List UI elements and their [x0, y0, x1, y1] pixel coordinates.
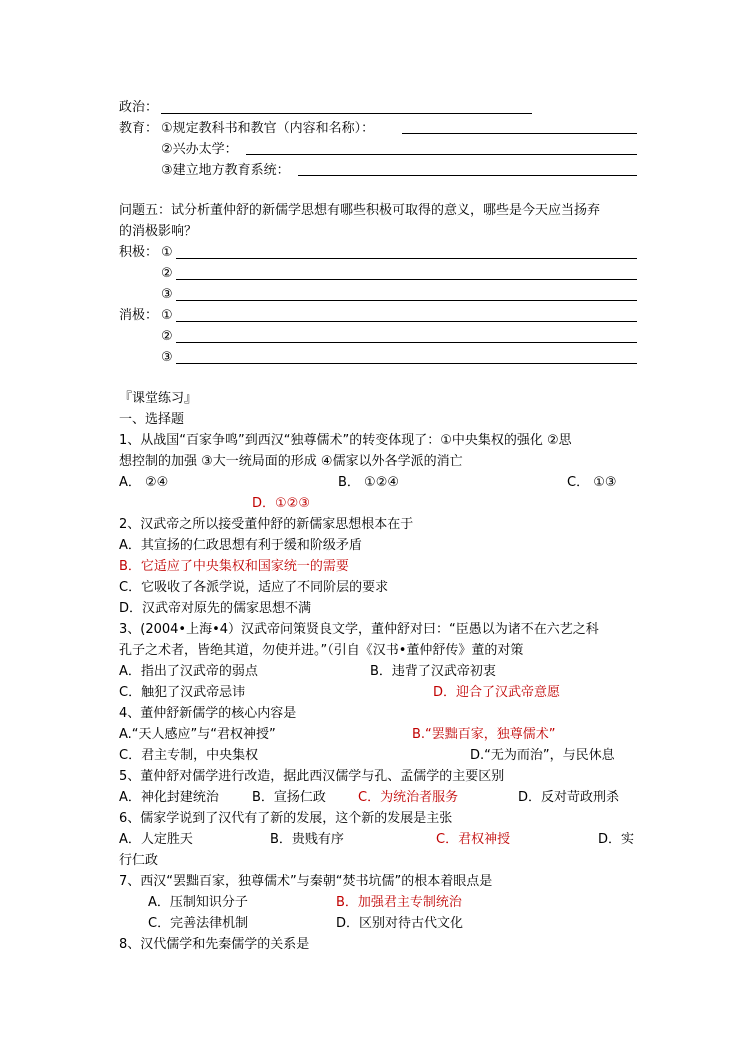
- education-item-2: ②兴办太学：: [161, 142, 238, 157]
- q4-option-c: C．君主专制，中央集权: [119, 748, 259, 763]
- q6-option-a: A．人定胜天: [119, 832, 193, 847]
- q6-option-d: D．实: [598, 832, 635, 847]
- q4-option-b: B.“罢黜百家，独尊儒术”: [412, 727, 556, 742]
- positive-number-2: ②: [161, 266, 173, 281]
- q1-option-c: C． ①③: [567, 475, 617, 490]
- q1-stem-line-1: 1、从战国“百家争鸣”到西汉“独尊儒术”的转变体现了：①中央集权的强化 ②思: [119, 433, 572, 448]
- q6-option-d-continued: 行仁政: [119, 853, 159, 868]
- q7-option-c: C．完善法律机制: [148, 916, 249, 931]
- q6-option-b: B．贵贱有序: [270, 832, 344, 847]
- positive-blank-3: [176, 300, 637, 301]
- education-item-3-blank: [298, 175, 637, 176]
- negative-label: 消极：: [119, 308, 159, 323]
- positive-label: 积极：: [119, 245, 159, 260]
- q7-option-b: B．加强君主专制统治: [336, 895, 462, 910]
- q5-option-b: B．宣扬仁政: [252, 790, 326, 805]
- q1-option-b: B． ①②④: [338, 475, 400, 490]
- q3-option-c: C．触犯了汉武帝忌讳: [119, 685, 246, 700]
- question-5-line-2: 的消极影响？: [119, 224, 198, 239]
- q7-option-d: D．区别对待古代文化: [336, 916, 464, 931]
- q3-option-a: A．指出了汉武帝的弱点: [119, 664, 258, 679]
- education-item-3: ③建立地方教育系统：: [161, 163, 290, 178]
- education-item-1: ①规定教科书和教官（内容和名称）：: [161, 121, 375, 136]
- q5-stem: 5、董仲舒对儒学进行改造，据此西汉儒学与孔、孟儒学的主要区别: [119, 769, 505, 784]
- negative-blank-1: [176, 321, 637, 322]
- section-title: 『课堂练习』: [119, 391, 198, 406]
- q3-stem-line-2: 孔子之术者，皆绝其道，勿使并进。”（引自《汉书•董仲舒传》董的对策: [119, 643, 524, 658]
- q1-stem-line-2: 想控制的加强 ③大一统局面的形成 ④儒家以外各学派的消亡: [119, 454, 463, 469]
- politics-blank: [161, 113, 532, 114]
- q4-stem: 4、董仲舒新儒学的核心内容是: [119, 706, 297, 721]
- politics-label: 政治：: [119, 100, 159, 115]
- negative-number-3: ③: [161, 350, 173, 365]
- part-title: 一、选择题: [119, 412, 185, 427]
- q7-stem: 7、西汉“罢黜百家，独尊儒术”与秦朝“焚书坑儒”的根本着眼点是: [119, 874, 493, 889]
- education-label: 教育：: [119, 121, 159, 136]
- education-item-2-blank: [246, 154, 637, 155]
- q2-option-d: D．汉武帝对原先的儒家思想不满: [119, 601, 312, 616]
- q5-option-a: A．神化封建统治: [119, 790, 219, 805]
- q2-option-c: C．它吸收了各派学说，适应了不同阶层的要求: [119, 580, 389, 595]
- q1-option-a: A． ②④: [119, 475, 169, 490]
- education-item-1-blank: [402, 133, 637, 134]
- negative-number-1: ①: [161, 308, 173, 323]
- q6-stem: 6、儒家学说到了汉代有了新的发展，这个新的发展是主张: [119, 811, 453, 826]
- q8-stem: 8、汉代儒学和先秦儒学的关系是: [119, 937, 310, 952]
- q7-option-a: A．压制知识分子: [148, 895, 248, 910]
- q6-option-c: C．君权神授: [436, 832, 511, 847]
- positive-number-1: ①: [161, 245, 173, 260]
- negative-blank-2: [176, 342, 637, 343]
- q3-option-b: B．违背了汉武帝初衷: [370, 664, 496, 679]
- q5-option-d: D．反对苛政刑杀: [518, 790, 620, 805]
- q3-option-d: D．迎合了汉武帝意愿: [433, 685, 561, 700]
- positive-number-3: ③: [161, 287, 173, 302]
- q4-option-a: A.“天人感应”与“君权神授”: [119, 727, 276, 742]
- q2-option-b: B．它适应了中央集权和国家统一的需要: [119, 559, 349, 574]
- q3-stem-line-1: 3、(2004•上海•4）汉武帝问策贤良文学，董仲舒对曰：“臣愚以为诸不在六艺之科: [119, 622, 599, 637]
- q2-stem: 2、汉武帝之所以接受董仲舒的新儒家思想根本在于: [119, 517, 414, 532]
- question-5-line-1: 问题五：试分析董仲舒的新儒学思想有哪些积极可取得的意义，哪些是今天应当扬弃: [119, 203, 601, 218]
- negative-blank-3: [176, 363, 637, 364]
- positive-blank-2: [176, 279, 637, 280]
- q5-option-c: C．为统治者服务: [358, 790, 459, 805]
- positive-blank-1: [176, 258, 637, 259]
- q2-option-a: A．其宣扬的仁政思想有利于缓和阶级矛盾: [119, 538, 362, 553]
- q1-option-d: D．①②③: [252, 496, 310, 511]
- q4-option-d: D.“无为而治”，与民休息: [470, 748, 615, 763]
- negative-number-2: ②: [161, 329, 173, 344]
